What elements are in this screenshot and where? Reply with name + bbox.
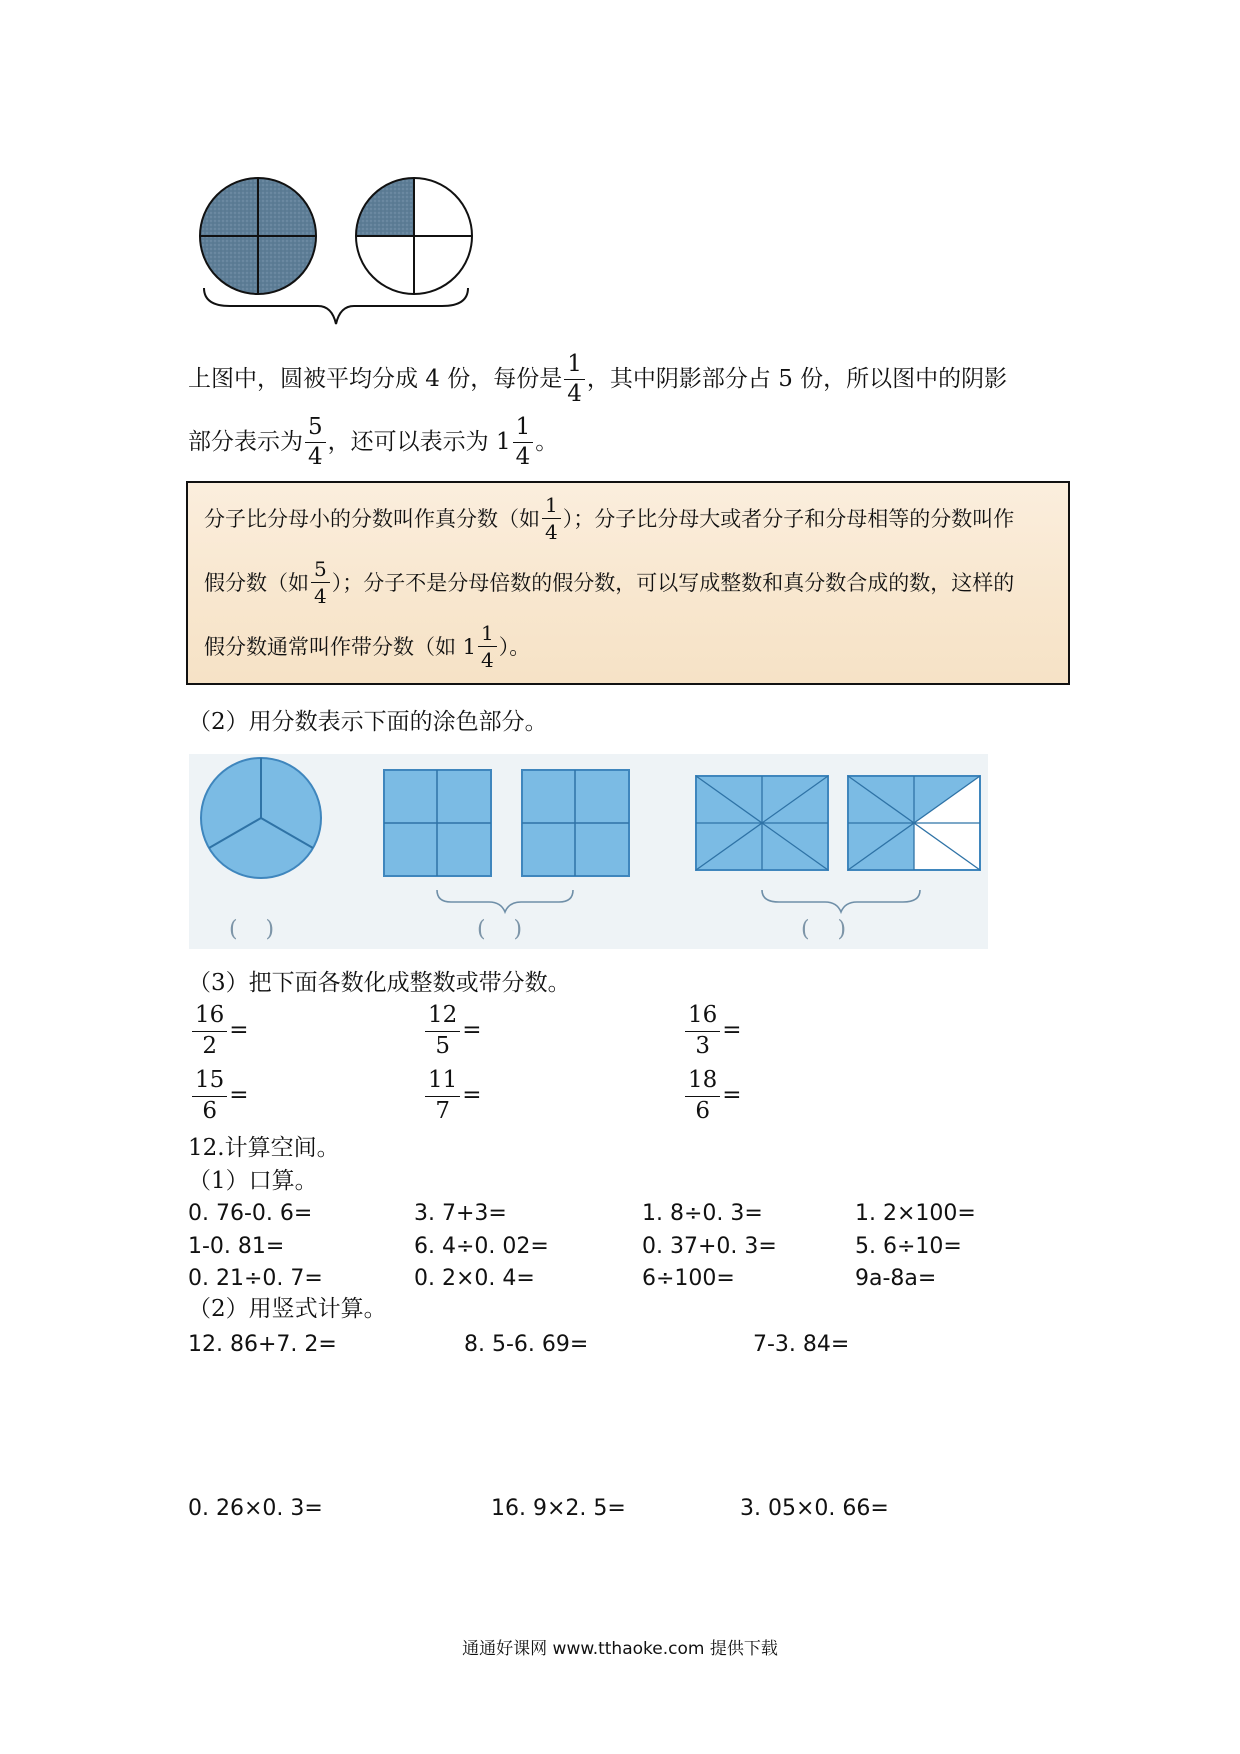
oral-r2c4: 5. 6÷10= [855,1234,962,1259]
vertical-calc-title: （2）用竖式计算。 [188,1296,387,1322]
convert-item-3: $\frac{16}{3}$ = [683,1004,742,1058]
fraction-example-improper: $\frac{5}{4}$ [311,559,330,606]
brace-squares [437,890,573,912]
answer-blank-1[interactable]: ( ) [229,917,275,942]
oral-r1c1: 0. 76-0. 6= [188,1201,313,1226]
intro-text-2b: ，还可以表示为 1 [327,428,511,455]
brace-rects [762,890,920,912]
footer-credit: 通通好课网 www.tthaoke.com 提供下载 [462,1639,778,1659]
mixed-fraction-part: $\frac{1}{4}$ [513,416,534,469]
oral-r1c2: 3. 7+3= [414,1201,507,1226]
fraction-example-proper: $\frac{1}{4}$ [542,495,561,542]
quarter-shaded-circle [356,178,472,294]
fraction-example-mixed: $\frac{1}{4}$ [478,623,497,670]
intro-text-1b: ，其中阴影部分占 5 份，所以图中的阴影 [586,365,1008,392]
fraction-five-quarters: $\frac{5}{4}$ [305,416,326,469]
quartered-square-1 [384,770,491,876]
oral-r3c3: 6÷100= [642,1266,735,1291]
intro-text-2c: 。 [535,428,559,455]
q2-title: （2）用分数表示下面的涂色部分。 [188,709,548,735]
oral-r2c2: 6. 4÷0. 02= [414,1234,549,1259]
intro-line-2 [188,413,559,470]
definition-box [186,481,1070,685]
oral-r1c4: 1. 2×100= [855,1201,976,1226]
section-12-title: 12.计算空间。 [188,1135,340,1161]
fraction-one-quarter: $\frac{1}{4}$ [564,353,585,406]
oral-r3c2: 0. 2×0. 4= [414,1266,535,1291]
full-circle [200,178,316,294]
vertical-r1c1: 12. 86+7. 2= [188,1332,337,1357]
intro-line-1 [188,350,1008,407]
definition-line-2: 假分数（如 $\frac{5}{4}$ ）；分子不是分母倍数的假分数，可以写成整数和真分数合成的数，这样的 [204,556,1015,608]
oral-calc-title: （1）口算。 [188,1168,318,1194]
convert-item-5: $\frac{11}{7}$ = [423,1069,482,1123]
intro-text-2a: 部分表示为 [188,428,303,455]
thirds-circle [201,758,321,878]
shaded-figures-band [189,754,988,949]
answer-blank-2[interactable]: ( ) [477,917,523,942]
vertical-r1c3: 7-3. 84= [753,1332,850,1357]
vertical-r2c1: 0. 26×0. 3= [188,1496,323,1521]
oral-r3c1: 0. 21÷0. 7= [188,1266,323,1291]
oral-r1c3: 1. 8÷0. 3= [642,1201,763,1226]
definition-line-1: 分子比分母小的分数叫作真分数（如 $\frac{1}{4}$ ）；分子比分母大或者分子和分母相等的分数叫作 [204,492,1015,544]
intro-text-1a: 上图中，圆被平均分成 4 份，每份是 [188,365,563,392]
vertical-r1c2: 8. 5-6. 69= [464,1332,589,1357]
oral-r2c3: 0. 37+0. 3= [642,1234,777,1259]
oral-r2c1: 1-0. 81= [188,1234,285,1259]
oral-r3c4: 9a-8a= [855,1266,937,1291]
shaded-figures [189,754,988,949]
convert-item-6: $\frac{18}{6}$ = [683,1069,742,1123]
convert-item-2: $\frac{12}{5}$ = [423,1004,482,1058]
convert-item-1: $\frac{16}{2}$ = [190,1004,249,1058]
q3-title: （3）把下面各数化成整数或带分数。 [188,970,571,996]
answer-blank-3[interactable]: ( ) [801,917,847,942]
quartered-square-2 [522,770,629,876]
definition-line-3: 假分数通常叫作带分数（如 1 $\frac{1}{4}$ ）。 [204,620,531,672]
brace [204,288,468,324]
convert-item-4: $\frac{15}{6}$ = [190,1069,249,1123]
vertical-r2c3: 3. 05×0. 66= [740,1496,889,1521]
vertical-r2c2: 16. 9×2. 5= [491,1496,626,1521]
quarter-circles-figure [190,168,490,330]
eighths-rect-1 [696,776,828,870]
eighths-rect-2 [848,776,980,870]
